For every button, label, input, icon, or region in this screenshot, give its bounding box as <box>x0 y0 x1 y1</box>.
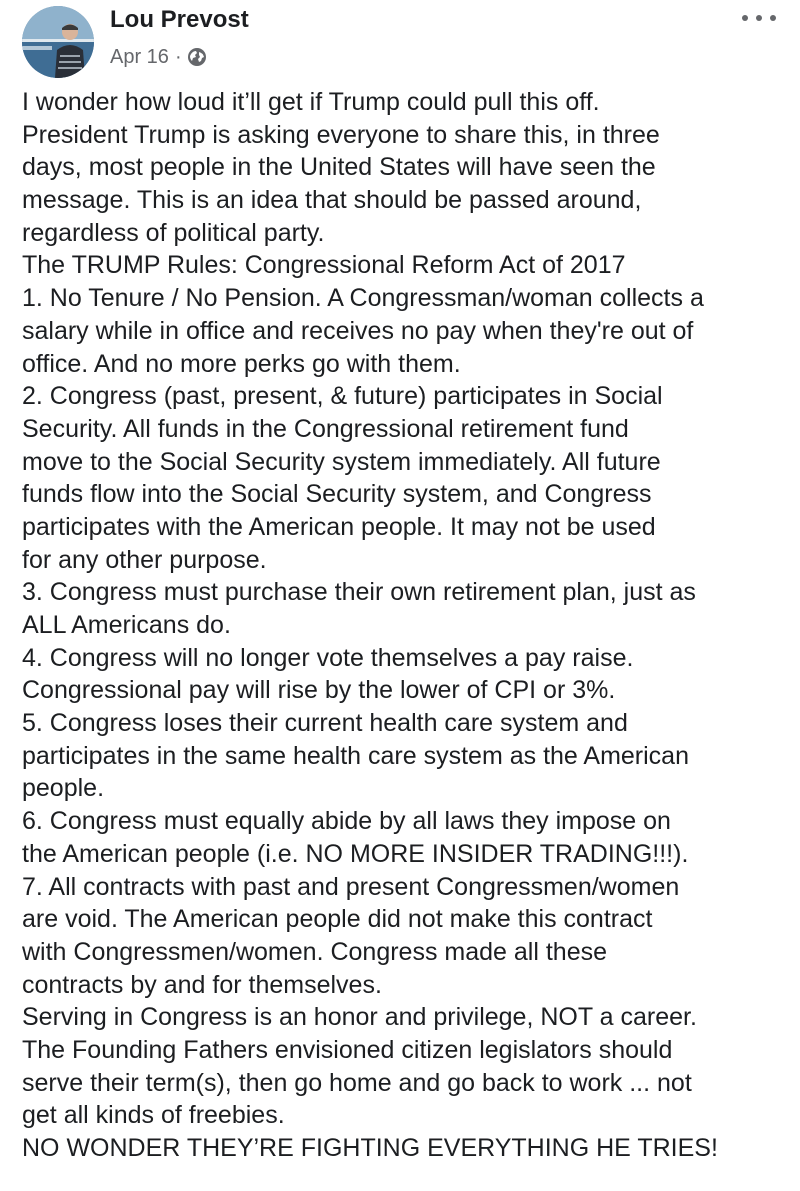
post-text-line: The TRUMP Rules: Congressional Reform Act of 2017 <box>22 251 626 280</box>
post-meta <box>110 44 207 70</box>
post-text-line: Serving in Congress is an honor and privilege, NOT a career. <box>22 1003 697 1032</box>
post-text-line: the American people (i.e. NO MORE INSIDER TRADING!!!). <box>22 839 689 868</box>
post-text-line: office. And no more perks go with them. <box>22 349 461 378</box>
post-text-line: get all kinds of freebies. <box>22 1101 285 1130</box>
post-text-line: move to the Social Security system immediately. All future <box>22 447 661 476</box>
globe-icon[interactable] <box>187 47 207 67</box>
avatar-image <box>22 6 94 78</box>
post-text-line: I wonder how loud it’ll get if Trump could pull this off. <box>22 88 600 116</box>
post-text-line: Congressional pay will rise by the lower of CPI or 3%. <box>22 676 616 705</box>
author-name[interactable]: Lou Prevost <box>110 6 249 33</box>
post-date[interactable]: Apr 16 <box>110 45 169 68</box>
post-text-line: 5. Congress loses their current health care system and <box>22 709 628 738</box>
post-text-line: people. <box>22 774 105 803</box>
post-header <box>22 4 782 76</box>
post-text-line: are void. The American people did not make this contract <box>22 905 653 934</box>
post-text-line: 1. No Tenure / No Pension. A Congressman/woman collects a <box>22 284 704 313</box>
post-text <box>22 86 794 1165</box>
post-text-line: President Trump is asking everyone to share this, in three <box>22 120 660 149</box>
post-text-line: serve their term(s), then go home and go back to work ... not <box>22 1068 692 1097</box>
avatar[interactable] <box>22 6 94 78</box>
more-options-icon[interactable] <box>742 8 776 28</box>
post-text-line: participates in the same health care system as the American <box>22 741 689 770</box>
post-text-line: 7. All contracts with past and present Congressmen/women <box>22 872 680 901</box>
post-text-line: The Founding Fathers envisioned citizen legislators should <box>22 1035 673 1064</box>
post-text-line: NO WONDER THEY’RE FIGHTING EVERYTHING HE TRIES! <box>22 1134 718 1162</box>
post-text-line: participates with the American people. It may not be used <box>22 512 656 541</box>
post-text-line: Security. All funds in the Congressional retirement fund <box>22 414 629 443</box>
post-text-line: message. This is an idea that should be passed around, <box>22 186 642 215</box>
post-text-line: funds flow into the Social Security system, and Congress <box>22 480 652 509</box>
post-text-line: days, most people in the United States will have seen the <box>22 153 656 182</box>
post-text-line: with Congressmen/women. Congress made all these <box>22 937 607 966</box>
post-text-line: 3. Congress must purchase their own retirement plan, just as <box>22 578 696 607</box>
post-text-line: for any other purpose. <box>22 545 267 574</box>
post-text-line: 4. Congress will no longer vote themselves a pay raise. <box>22 643 634 672</box>
post-text-line: salary while in office and receives no pay when they're out of <box>22 316 694 345</box>
post-text-line: ALL Americans do. <box>22 611 231 639</box>
post-text-line: regardless of political party. <box>22 218 325 247</box>
post-text-line: contracts by and for themselves. <box>22 970 382 999</box>
post-text-line: 6. Congress must equally abide by all laws they impose on <box>22 807 671 836</box>
meta-separator: · <box>174 45 182 68</box>
post-text-line: 2. Congress (past, present, & future) participates in Social <box>22 382 663 411</box>
